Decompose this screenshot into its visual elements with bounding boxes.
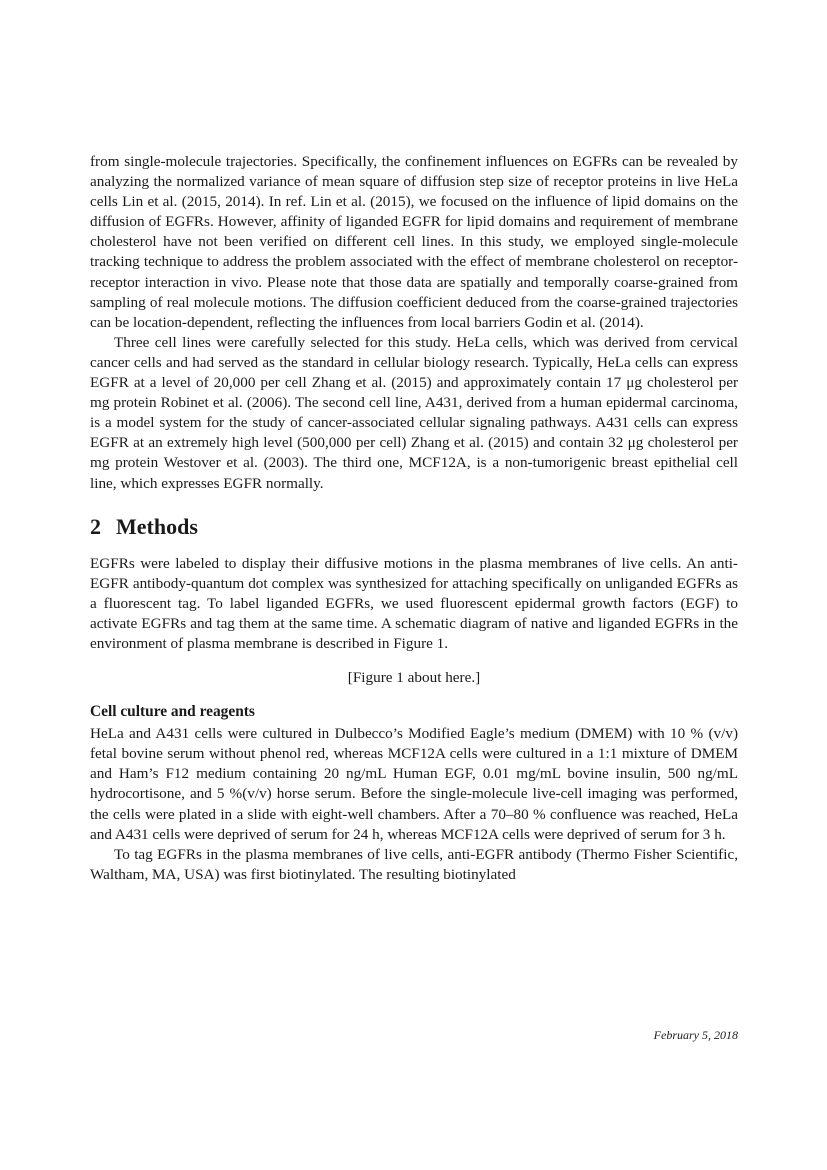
cell-culture-paragraph-1: HeLa and A431 cells were cultured in Dulbecco’s Modified Eagle’s medium (DMEM) with 10 % (v/v) fetal bovine serum without phenol red, whereas MCF12A cells were cultured in a 1:1 mixture of DMEM and Ham’s F12 medium containing 20 ng/mL Human EGF, 0.01 mg/mL bovine insulin, 500 ng/mL hydrocortisone, and 5 %(v/v) horse serum. Before the single-molecule live-cell imaging was performed, the cells were plated in a slide with eight-well chambers. After a 70–80 % confluence was reached, HeLa and A431 cells were deprived of serum for 24 h, whereas MCF12A cells were deprived of serum for 3 h. xyxy=(90,725,738,843)
footer-date: February 5, 2018 xyxy=(653,1028,738,1042)
intro-paragraph-2: Three cell lines were carefully selected for this study. HeLa cells, which was derived from cervical cancer cells and had served as the standard in cellular biology research. Typically, HeLa cells can express EGFR at a level of 20,000 per cell Zhang et al. (2015) and approximately contain 17 μg cholesterol per mg protein Robinet et al. (2006). The second cell line, A431, derived from a human epidermal carcinoma, is a model system for the study of cancer-associated cellular signaling pathways. A431 cells can express EGFR at an extremely high level (500,000 per cell) Zhang et al. (2015) and contain 32 μg cholesterol per mg protein Westover et al. (2003). The third one, MCF12A, is a non-tumorigenic breast epithelial cell line, which expresses EGFR normally. xyxy=(90,333,738,492)
section-title: Methods xyxy=(116,513,198,539)
subsection-heading: Cell culture and reagents xyxy=(90,703,255,721)
intro-paragraph-1: from single-molecule trajectories. Specifically, the confinement influences on EGFRs can be revealed by analyzing the normalized variance of mean square of diffusion step size of receptor proteins in live HeLa cells Lin et al. (2015, 2014). In ref. Lin et al. (2015), we focused on the influence of lipid domains on the diffusion of EGFRs. However, affinity of liganded EGFR for lipid domains and requirement of membrane cholesterol have not been verified on different cell lines. In this study, we employed single-molecule tracking technique to address the problem associated with the effect of membrane cholesterol on receptor-receptor interaction in vivo. Please note that those data are spatially and temporally coarse-grained from sampling of real molecule motions. The diffusion coefficient deduced from the coarse-grained trajectories can be location-dependent, reflecting the influences from local barriers Godin et al. (2014). xyxy=(90,153,738,331)
section-number: 2 xyxy=(90,513,101,539)
section-heading xyxy=(90,514,738,540)
page-body xyxy=(90,152,738,885)
figure-placeholder: [Figure 1 about here.] xyxy=(347,669,481,687)
methods-paragraph: EGFRs were labeled to display their diffusive motions in the plasma membranes of live cells. An anti-EGFR antibody-quantum dot complex was synthesized for attaching specifically on unliganded EGFRs as a fluorescent tag. To label liganded EGFRs, we used fluorescent epidermal growth factors (EGF) to activate EGFRs and tag them at the same time. A schematic diagram of native and liganded EGFRs in the environment of plasma membrane is described in Figure 1. xyxy=(90,554,738,652)
cell-culture-paragraph-2: To tag EGFRs in the plasma membranes of live cells, anti-EGFR antibody (Thermo Fisher Scientific, Waltham, MA, USA) was first biotinylated. The resulting biotinylated xyxy=(90,845,738,883)
